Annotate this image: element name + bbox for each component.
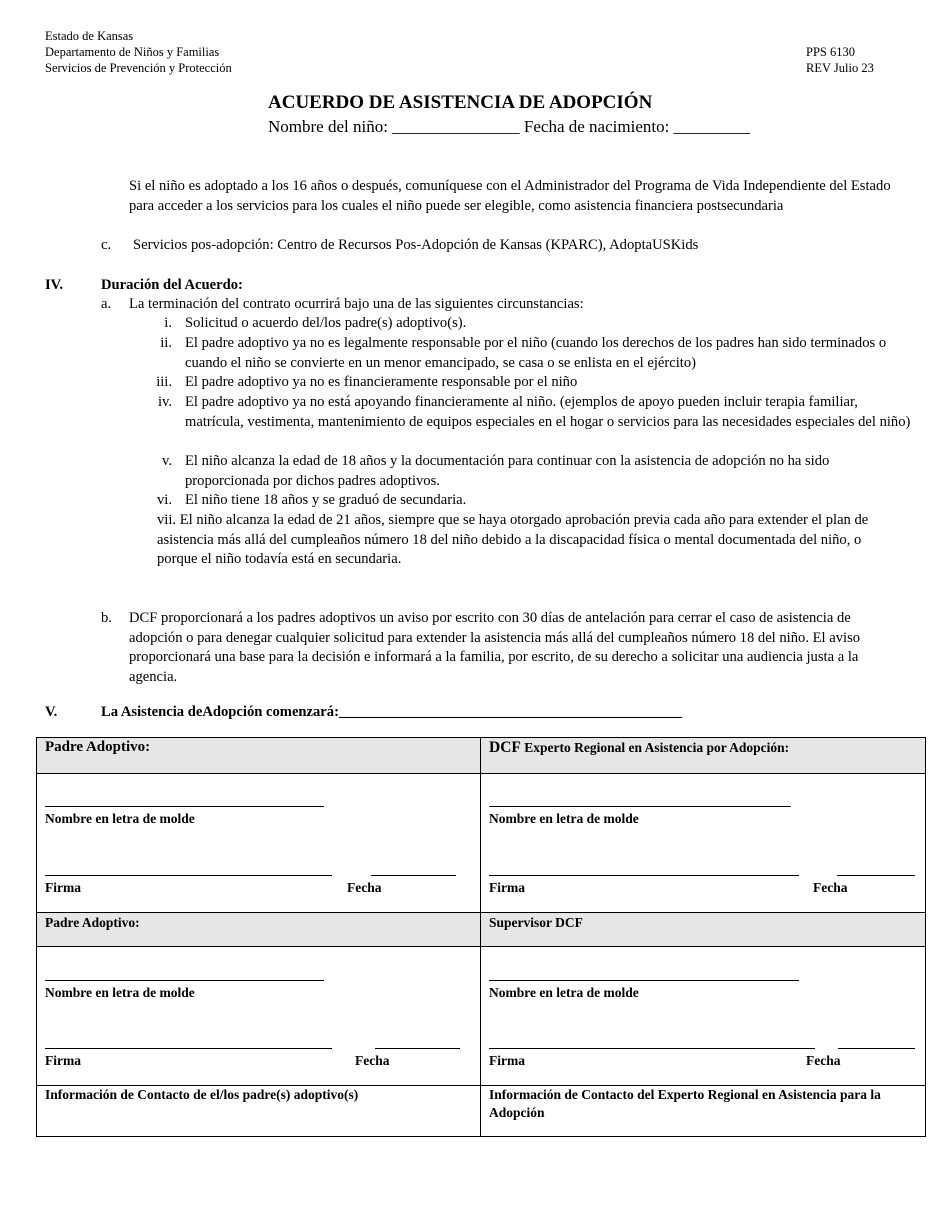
form-number: PPS 6130 — [806, 45, 855, 59]
regional-expert-contact-cell[interactable] — [481, 1086, 926, 1137]
dcf-supervisor-title: Supervisor DCF — [489, 915, 583, 930]
list-item-number: iii. — [156, 374, 172, 390]
dcf-supervisor-header — [481, 913, 926, 947]
list-item-text: El padre adoptivo ya no es financieramente responsable por el niño — [185, 374, 578, 390]
list-item-text: El padre adoptivo ya no es legalmente responsable por el niño (cuando los derechos de los padres han sido terminados o cuando el niño se convierte en un menor emancipado, se casa o se enlista en el ejército) — [185, 335, 887, 371]
start-date-field[interactable]: La Asistencia deAdopción comenzará:_______________________________________________ — [101, 704, 682, 720]
adoptive-parent-2-signature-line[interactable] — [45, 1048, 332, 1049]
section-4-heading: Duración del Acuerdo: — [101, 277, 243, 293]
adoptive-parent-1-date-line[interactable] — [371, 875, 456, 876]
header-state: Estado de Kansas — [45, 29, 134, 43]
list-item-number: i. — [164, 315, 172, 331]
header-left — [45, 28, 232, 76]
list-item-text: Solicitud o acuerdo del/los padre(s) adoptivo(s). — [185, 315, 467, 331]
page-title: ACUERDO DE ASISTENCIA DE ADOPCIÓN — [268, 92, 653, 113]
dcf-supervisor-signature-line[interactable] — [489, 1048, 815, 1049]
dcf-expert-signature-block — [481, 774, 926, 913]
signature-label: Firma — [489, 1053, 525, 1068]
item-c-text: Servicios pos-adopción: Centro de Recursos Pos-Adopción de Kansas (KPARC), AdoptaUSKids — [133, 237, 699, 253]
date-label: Fecha — [355, 1053, 390, 1068]
item-a-text: La terminación del contrato ocurrirá bajo una de las siguientes circunstancias: — [129, 296, 584, 312]
print-name-label: Nombre en letra de molde — [45, 985, 195, 1000]
list-item-number: vi. — [157, 492, 172, 508]
section-5-number: V. — [45, 704, 58, 720]
signature-label: Firma — [45, 1053, 81, 1068]
form-revision: REV Julio 23 — [806, 61, 874, 75]
intro-paragraph: Si el niño es adoptado a los 16 años o después, comuníquese con el Administrador del Programa de Vida Independiente del Estado para acceder a los servicios para los cuales el niño puede ser elegible, como asistencia financiera postsecundaria — [129, 178, 891, 214]
date-label: Fecha — [813, 880, 848, 895]
signature-table — [36, 737, 926, 1137]
list-item-text: El niño tiene 18 años y se graduó de secundaria. — [185, 492, 467, 508]
adoptive-parent-2-name-line[interactable] — [45, 980, 324, 981]
adoptive-parent-2-header — [37, 913, 481, 947]
dcf-supervisor-name-line[interactable] — [489, 980, 799, 981]
regional-expert-contact-label: Información de Contacto del Experto Regional en Asistencia para la Adopción — [489, 1087, 881, 1120]
list-item-text: El padre adoptivo ya no está apoyando financieramente al niño. (ejemplos de apoyo pueden incluir terapia familiar, matrícula, vestimenta, mantenimiento de equipos especiales en el hogar o servicios para las necesidades especiales del niño) — [185, 394, 911, 430]
item-b-text: DCF proporcionará a los padres adoptivos un aviso por escrito con 30 días de antelación para cerrar el caso de asistencia de adopción o para denegar cualquier solicitud para extender la asistencia más allá del cumpleaños número 18 del niño. El aviso proporcionará una base para la decisión e informará a la familia, por escrito, de su derecho a solicitar una audiencia justa a la agencia. — [129, 610, 861, 685]
print-name-label: Nombre en letra de molde — [489, 811, 639, 826]
adoptive-parent-1-signature-line[interactable] — [45, 875, 332, 876]
dcf-supervisor-date-line[interactable] — [838, 1048, 915, 1049]
print-name-label: Nombre en letra de molde — [45, 811, 195, 826]
adoptive-parent-2-date-line[interactable] — [375, 1048, 460, 1049]
dcf-expert-header — [481, 738, 926, 774]
dcf-expert-date-line[interactable] — [837, 875, 915, 876]
dcf-expert-signature-line[interactable] — [489, 875, 799, 876]
header-right — [806, 44, 874, 76]
date-label: Fecha — [347, 880, 382, 895]
adoptive-parent-contact-label: Información de Contacto de el/los padre(s) adoptivo(s) — [45, 1087, 359, 1102]
signature-label: Firma — [45, 880, 81, 895]
list-item-number: v. — [162, 453, 172, 469]
dcf-prefix: DCF — [489, 739, 521, 756]
child-name-birthdate-line: Nombre del niño: _______________ Fecha de nacimiento: _________ — [268, 117, 751, 136]
adoptive-parent-1-title: Padre Adoptivo: — [45, 739, 151, 755]
list-item-vii: vii. El niño alcanza la edad de 21 años, siempre que se haya otorgado aprobación previa cada año para extender el plan de asistencia más allá del cumpleaños número 18 del niño debido a la discapacidad física o mental documentada del niño, o porque el niño todavía está en secundaria. — [157, 512, 869, 568]
dcf-expert-name-line[interactable] — [489, 806, 791, 807]
header-services: Servicios de Prevención y Protección — [45, 61, 232, 75]
adoptive-parent-1-name-line[interactable] — [45, 806, 324, 807]
item-c-label: c. — [101, 237, 112, 253]
date-label: Fecha — [806, 1053, 841, 1068]
header-department: Departamento de Niños y Familias — [45, 45, 220, 59]
dcf-supervisor-signature-block — [481, 947, 926, 1086]
signature-label: Firma — [489, 880, 525, 895]
item-b-label: b. — [101, 610, 112, 626]
adoptive-parent-1-header — [37, 738, 481, 774]
adoptive-parent-2-title: Padre Adoptivo: — [45, 915, 140, 930]
dcf-expert-title — [489, 739, 789, 757]
adoptive-parent-contact-cell[interactable] — [37, 1086, 481, 1137]
item-a-label: a. — [101, 296, 112, 312]
section-4-number: IV. — [45, 277, 63, 293]
adoptive-parent-2-signature-block — [37, 947, 481, 1086]
print-name-label: Nombre en letra de molde — [489, 985, 639, 1000]
adoptive-parent-1-signature-block — [37, 774, 481, 913]
list-item-text: El niño alcanza la edad de 18 años y la documentación para continuar con la asistencia de adopción no ha sido proporcionada por dichos padres adoptivos. — [185, 453, 830, 489]
list-item-number: ii. — [160, 335, 172, 351]
list-item-number: iv. — [157, 394, 172, 410]
dcf-expert-rest: Experto Regional en Asistencia por Adopción: — [520, 740, 790, 755]
